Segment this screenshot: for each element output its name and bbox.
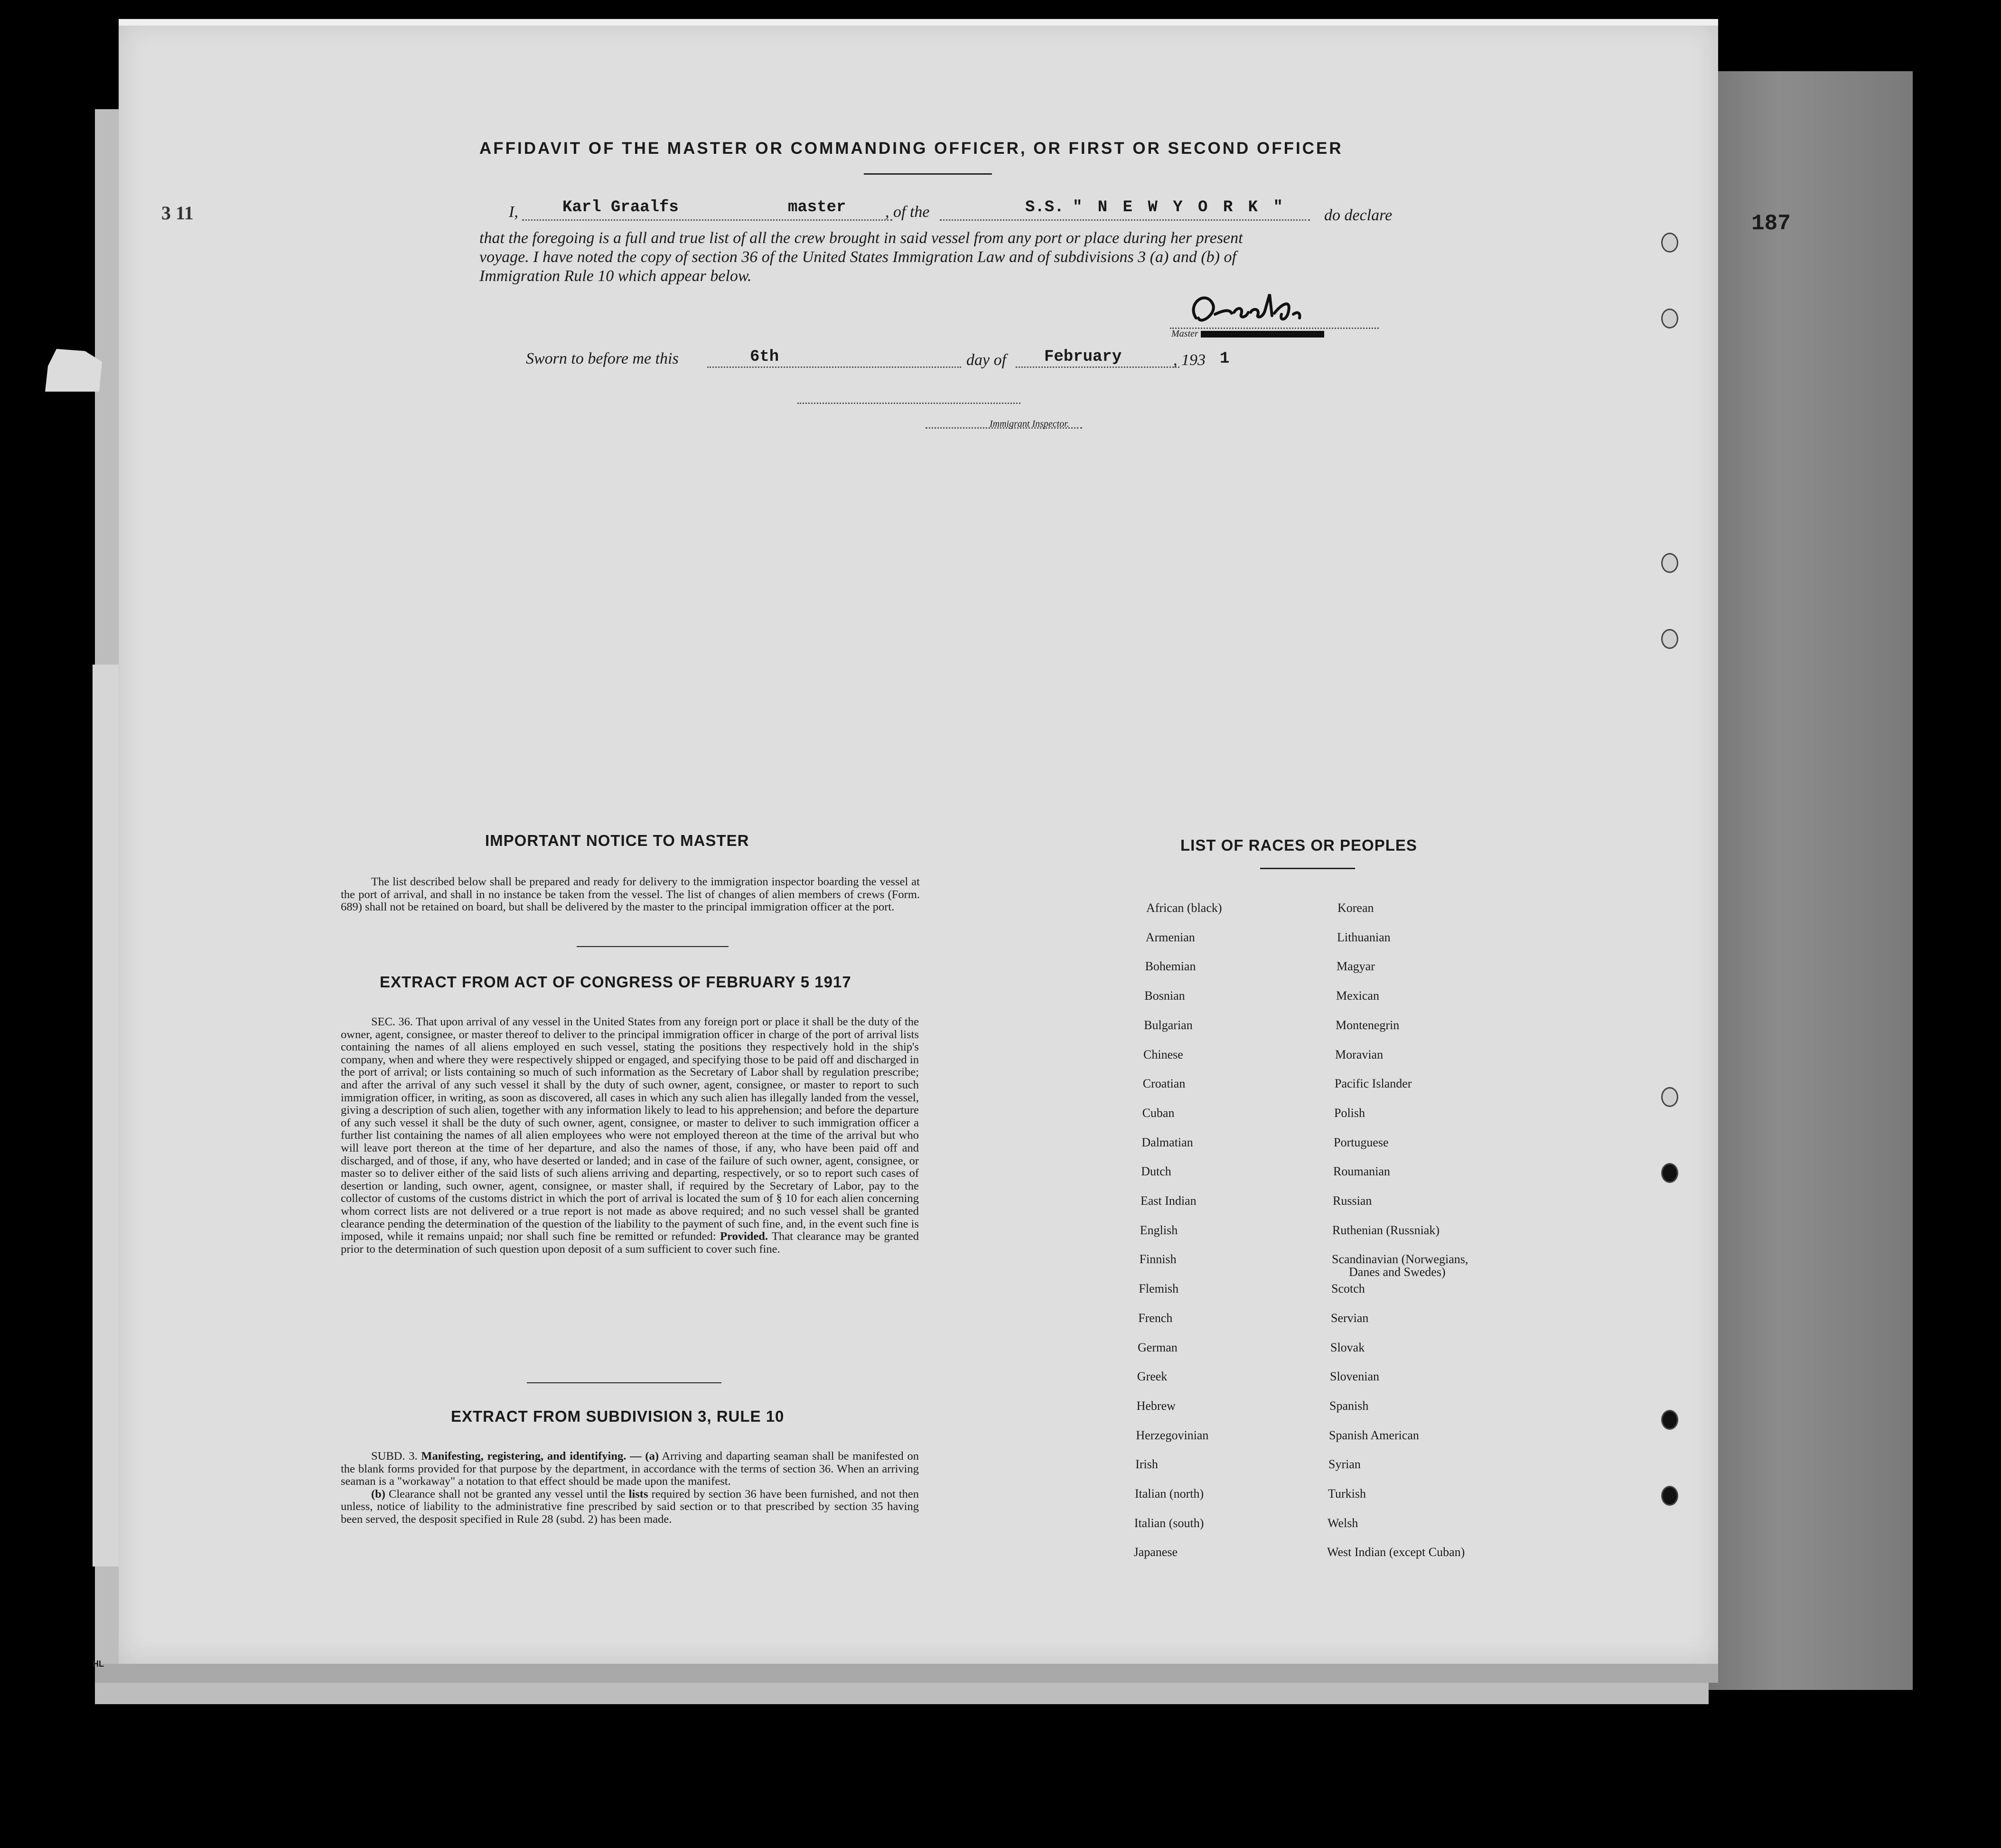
- race-item: Scandinavian (Norwegians,: [1332, 1252, 1468, 1266]
- race-item: Polish: [1334, 1106, 1365, 1120]
- subd-title: Manifesting, registering, and identifying.: [421, 1450, 626, 1463]
- subd-dash: —: [630, 1450, 642, 1463]
- officer-rank: master: [788, 198, 846, 216]
- year-suffix: 1: [1220, 350, 1230, 368]
- race-item: Italian (north): [1135, 1487, 1204, 1501]
- of-the-label: , of the: [885, 203, 930, 221]
- races-rule: [1260, 868, 1355, 869]
- vessel-line: [940, 219, 1310, 221]
- affidavit-body-3: Immigration Rule 10 which appear below.: [479, 267, 752, 285]
- act-provided: Provided.: [720, 1230, 768, 1243]
- race-item: Dutch: [1141, 1164, 1171, 1179]
- affidavit-body-1: that the foregoing is a full and true list of all the crew brought in said vessel from any port or place during her present: [479, 229, 1243, 247]
- race-item: Japanese: [1133, 1545, 1178, 1559]
- race-item: Lithuanian: [1337, 930, 1391, 944]
- day-line: [707, 366, 961, 368]
- binder-hole-icon: [1661, 1410, 1678, 1430]
- race-item: Italian (south): [1134, 1516, 1204, 1530]
- race-item: Servian: [1331, 1311, 1369, 1325]
- act-heading: EXTRACT FROM ACT OF CONGRESS OF FEBRUARY 5 1917: [380, 973, 851, 991]
- race-item: Welsh: [1328, 1516, 1358, 1530]
- race-item: German: [1138, 1340, 1178, 1354]
- struck-text: [1201, 331, 1324, 338]
- affidavit-body-2: voyage. I have noted the copy of section 36 of the United States Immigration Law and of subdivisions 3 (a) and (b) of: [479, 248, 1236, 266]
- left-stamp: 3 11: [161, 202, 194, 224]
- race-item: Dalmatian: [1141, 1135, 1193, 1149]
- sworn-prefix: Sworn to before me this: [526, 350, 679, 367]
- race-item: Slovak: [1330, 1340, 1365, 1354]
- subd-a-label: (a): [645, 1450, 659, 1463]
- race-item: Danes and Swedes): [1349, 1265, 1446, 1279]
- race-item: French: [1138, 1311, 1173, 1325]
- race-item: Portuguese: [1334, 1135, 1389, 1149]
- year-prefix: , 193: [1173, 351, 1206, 369]
- races-heading: LIST OF RACES OR PEOPLES: [1180, 836, 1417, 854]
- race-item: Irish: [1135, 1457, 1158, 1472]
- race-item: Bulgarian: [1144, 1018, 1193, 1032]
- binder-hole-icon: [1661, 1087, 1678, 1107]
- vessel-prefix: S.S.: [1025, 198, 1064, 216]
- do-declare: do declare: [1324, 206, 1393, 224]
- vessel-name: " N E W Y O R K ": [1073, 198, 1286, 216]
- page-number: 187: [1751, 211, 1791, 236]
- race-item: Mexican: [1336, 989, 1379, 1003]
- page-top-edge: [119, 19, 1718, 26]
- race-item: Korean: [1337, 901, 1374, 915]
- binder-hole-icon: [1661, 553, 1678, 573]
- binder-hole-icon: [1661, 1486, 1678, 1506]
- i-label: I,: [509, 203, 518, 221]
- notice-paragraph: The list described below shall be prepared and ready for delivery to the immigration inspector boarding the vessel at the port of arrival, and shall in no instance be taken from the vessel. The list of changes of alien members of crews (Form. 689) shall not be retained on board, but shall be delivered by the master to the principal immigration officer at the port.: [341, 875, 920, 914]
- name-line: [522, 219, 892, 221]
- page-bottom-edge: [95, 1664, 1718, 1683]
- race-item: Hebrew: [1136, 1398, 1176, 1413]
- race-item: Roumanian: [1333, 1164, 1390, 1179]
- subd-b-lists: lists: [628, 1487, 648, 1501]
- race-item: Scotch: [1331, 1282, 1365, 1296]
- month-line: [1016, 366, 1179, 368]
- race-item: Croatian: [1142, 1077, 1186, 1091]
- subd-a-text: Arriving and daparting seaman shall be manifested on the blank forms provided for that purpose by the department, in accordance with the terms of section 36. When an arriving seaman is a "workaway" a notation to that effect should be made upon the manifest.: [341, 1450, 919, 1488]
- race-item: Moravian: [1335, 1047, 1384, 1061]
- binder-hole-icon: [1661, 1163, 1678, 1183]
- subd-label: SUBD. 3.: [371, 1450, 418, 1463]
- race-item: African (black): [1146, 901, 1222, 915]
- race-item: Syrian: [1328, 1457, 1361, 1472]
- underlying-sheet: [1690, 71, 1913, 1690]
- master-line: [1170, 328, 1379, 329]
- inspector-line-1: [797, 403, 1020, 404]
- race-item: Flemish: [1139, 1282, 1179, 1296]
- torn-tab: [45, 349, 102, 392]
- day-of-label: day of: [966, 351, 1007, 369]
- race-item: Montenegrin: [1336, 1018, 1400, 1032]
- subd-b-text-2: required by section 36 have been furnished, and not then unless, notice of liability to the administrative fine prescribed by said section or to that prescribed by section 35 having been served, the desposit specified in Rule 28 (subd. 2) has been made.: [341, 1487, 919, 1526]
- race-item: Pacific Islander: [1335, 1077, 1412, 1091]
- race-item: Spanish: [1329, 1398, 1369, 1413]
- binder-hole-icon: [1661, 233, 1678, 253]
- title-rule: [864, 173, 992, 175]
- affidavit-title: AFFIDAVIT OF THE MASTER OR COMMANDING OFFICER, OR FIRST OR SECOND OFFICER: [479, 139, 1343, 158]
- notice-rule: [577, 946, 729, 947]
- sworn-day: 6th: [750, 348, 779, 366]
- notice-heading: IMPORTANT NOTICE TO MASTER: [485, 832, 749, 849]
- master-label: Master: [1171, 328, 1198, 339]
- binder-hole-icon: [1661, 309, 1678, 328]
- officer-name: Karl Graalfs: [562, 198, 679, 216]
- inspector-label: Immigrant Inspector.: [990, 419, 1069, 429]
- race-item: Spanish American: [1329, 1428, 1419, 1442]
- bottom-mark: HL: [93, 1659, 104, 1669]
- race-item: Bosnian: [1144, 989, 1185, 1003]
- race-item: English: [1140, 1223, 1178, 1237]
- race-item: Chinese: [1143, 1047, 1183, 1061]
- binder-hole-icon: [1661, 629, 1678, 649]
- race-item: Armenian: [1145, 930, 1195, 944]
- act-rule: [527, 1382, 721, 1383]
- race-item: Ruthenian (Russniak): [1332, 1223, 1440, 1237]
- subd-b-label: (b): [371, 1487, 385, 1501]
- race-item: West Indian (except Cuban): [1327, 1545, 1465, 1559]
- notice-text: [341, 876, 920, 914]
- race-item: Cuban: [1142, 1106, 1175, 1120]
- race-item: Turkish: [1328, 1487, 1366, 1501]
- race-item: Magyar: [1337, 959, 1375, 974]
- sworn-month: February: [1044, 348, 1122, 366]
- race-item: Herzegovinian: [1136, 1428, 1209, 1442]
- act-text: [341, 1016, 919, 1256]
- manifest-page: [119, 21, 1718, 1664]
- race-item: Bohemian: [1145, 959, 1196, 974]
- race-item: Russian: [1333, 1194, 1372, 1208]
- rule-heading: EXTRACT FROM SUBDIVISION 3, RULE 10: [451, 1407, 785, 1425]
- subd-b-text-1: Clearance shall not be granted any vessel until the: [389, 1487, 626, 1501]
- act-end-text: That clearance may be granted prior to the determination of such question upon deposit of a sum sufficient to cover such fine.: [341, 1230, 919, 1256]
- rule-text: [341, 1450, 919, 1526]
- race-item: Greek: [1137, 1370, 1168, 1384]
- race-item: Slovenian: [1330, 1370, 1379, 1384]
- act-main-text: SEC. 36. That upon arrival of any vessel in the United States from any foreign port or place it shall be the duty of the owner, agent, consignee, or master thereof to deliver to the principal immigration officer in charge of the port of arrival lists containing the names of all aliens employed en such vessel, stating the positions they respectively hold in the ship's company, when and where they were respectively shipped or engaged, and specifying those to be paid off and discharged in the port of arrival; or lists containing so much of such information as the Secretary of Labor shall by regulation prescribe; and after the arrival of any such vessel it shall by the duty of such owner, agent, consignee, or master to report to such immigration officer, in writing, as soon as discovered, all cases in which any such alien has illegally landed from the vessel, giving a description of such alien, together with any information likely to lead to his apprehension; and before the departure of any such vessel it shall be the duty of such owner, agent, consignee, or master to deliver to such immigration officer a further list containing the names of all alien employees who were not employed thereon at the time of the arrival but who will leave port thereon at the time of her departure, and also the names of those, if any, who have been paid off and discharged, and of those, if any, who have deserted or landed; and in case of the failure of such owner, agent, consignee, or master so to deliver either of the said lists of such aliens arriving and departing, respectively, or so to report such cases of desertion or landing, such owner, agent, consignee, or master shall, if required by the Secretary of Labor, pay to the collector of customs of the customs district in which the port of arrival is located the sum of § 10 for each alien concerning whom correct lists are not delivered or a true report is not made as above required; and no such vessel shall be granted clearance pending the determination of the question of the liability to the payment of such fine, and, in the event such fine is imposed, while it remains unpaid; nor shall such fine be remitted or refunded:: [341, 1015, 919, 1243]
- race-item: East Indian: [1141, 1194, 1197, 1208]
- race-item: Finnish: [1139, 1252, 1177, 1266]
